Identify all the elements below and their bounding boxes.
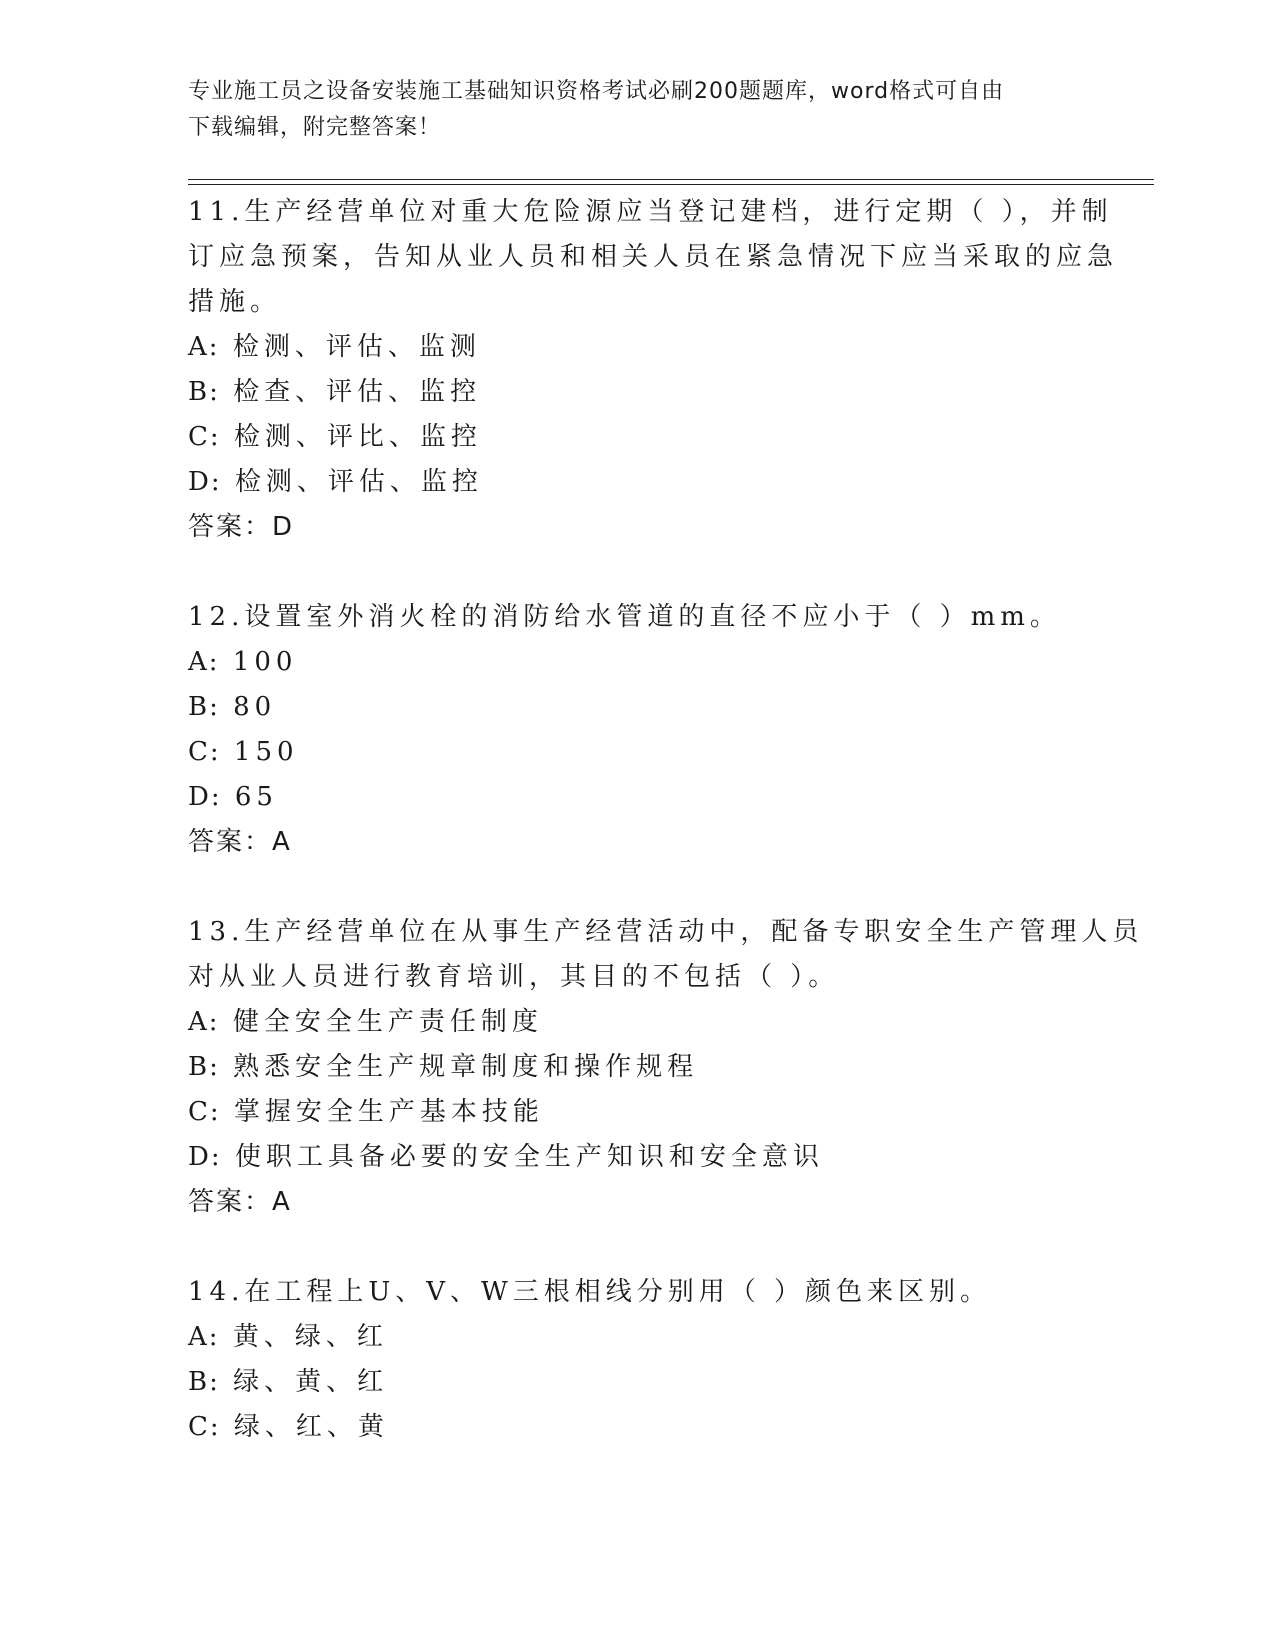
- option-a: [188, 1000, 1088, 1045]
- option-d: [188, 775, 1088, 820]
- option-key: D:: [188, 467, 222, 497]
- option-text: 检查、评估、监控: [233, 377, 482, 407]
- question-stem: [188, 910, 1144, 1000]
- stem-line: 13.生产经营单位在从事生产经营活动中，配备专职安全生产管理人员: [188, 917, 1144, 947]
- option-key: B:: [188, 1367, 220, 1397]
- question-14: [188, 1270, 1088, 1450]
- answer-line: 答案：A: [188, 827, 292, 857]
- option-text: 检测、评比、监控: [233, 422, 482, 452]
- stem-line: 对从业人员进行教育培训，其目的不包括（ ）。: [188, 962, 840, 992]
- option-c: [188, 1405, 1088, 1450]
- option-key: D:: [188, 1142, 222, 1172]
- question-11: [188, 190, 1119, 550]
- answer-line: 答案：D: [188, 512, 295, 542]
- option-key: B:: [188, 692, 220, 722]
- option-key: A:: [188, 647, 220, 677]
- option-key: C:: [188, 737, 221, 767]
- question-12: [188, 595, 1088, 865]
- stem-line: 14.在工程上U、V、W三根相线分别用（ ）颜色来区别。: [188, 1277, 992, 1307]
- header-divider-bottom: [188, 184, 1154, 185]
- option-text: 绿、黄、红: [233, 1367, 389, 1397]
- option-text: 150: [233, 737, 299, 767]
- option-text: 65: [234, 782, 278, 812]
- stem-line: 11.生产经营单位对重大危险源应当登记建档，进行定期（ ），并制: [188, 197, 1113, 227]
- option-d: [188, 460, 1088, 505]
- question-stem: [188, 595, 1088, 640]
- header-line-2: 下载编辑，附完整答案！: [188, 115, 442, 140]
- option-text: 掌握安全生产基本技能: [233, 1097, 544, 1127]
- question-list: [188, 190, 1144, 1495]
- option-text: 黄、绿、红: [232, 1322, 388, 1352]
- option-b: [188, 1045, 1088, 1090]
- option-text: 熟悉安全生产规章制度和操作规程: [233, 1052, 699, 1082]
- option-b: [188, 685, 1088, 730]
- option-c: [188, 415, 1088, 460]
- option-c: [188, 730, 1088, 775]
- option-a: [188, 1315, 1088, 1360]
- option-key: A:: [188, 1322, 220, 1352]
- option-key: A:: [188, 332, 220, 362]
- option-b: [188, 1360, 1088, 1405]
- option-key: D:: [188, 782, 222, 812]
- option-text: 检测、评估、监测: [232, 332, 481, 362]
- document-header: [188, 74, 1088, 146]
- header-line-1: 专业施工员之设备安装施工基础知识资格考试必刷200题题库，word格式可自由: [188, 79, 1005, 104]
- option-text: 80: [233, 692, 277, 722]
- option-a: [188, 325, 1088, 370]
- option-key: A:: [188, 1007, 220, 1037]
- option-text: 健全安全生产责任制度: [232, 1007, 543, 1037]
- question-stem: [188, 1270, 1088, 1315]
- option-text: 100: [232, 647, 298, 677]
- stem-line: 订应急预案，告知从业人员和相关人员在紧急情况下应当采取的应急: [188, 242, 1119, 272]
- question-13: [188, 910, 1144, 1225]
- question-stem: [188, 190, 1119, 325]
- option-key: B:: [188, 1052, 220, 1082]
- option-key: C:: [188, 1097, 221, 1127]
- option-key: B:: [188, 377, 220, 407]
- option-text: 检测、评估、监控: [234, 467, 483, 497]
- option-text: 使职工具备必要的安全生产知识和安全意识: [234, 1142, 824, 1172]
- answer-line: 答案：A: [188, 1187, 292, 1217]
- option-a: [188, 640, 1088, 685]
- option-key: C:: [188, 422, 221, 452]
- stem-line: 12.设置室外消火栓的消防给水管道的直径不应小于（ ）mm。: [188, 602, 1061, 632]
- option-c: [188, 1090, 1088, 1135]
- stem-line: 措施。: [188, 287, 282, 317]
- header-divider-top: [188, 179, 1154, 180]
- option-key: C:: [188, 1412, 221, 1442]
- option-b: [188, 370, 1088, 415]
- option-d: [188, 1135, 1088, 1180]
- option-text: 绿、红、黄: [233, 1412, 389, 1442]
